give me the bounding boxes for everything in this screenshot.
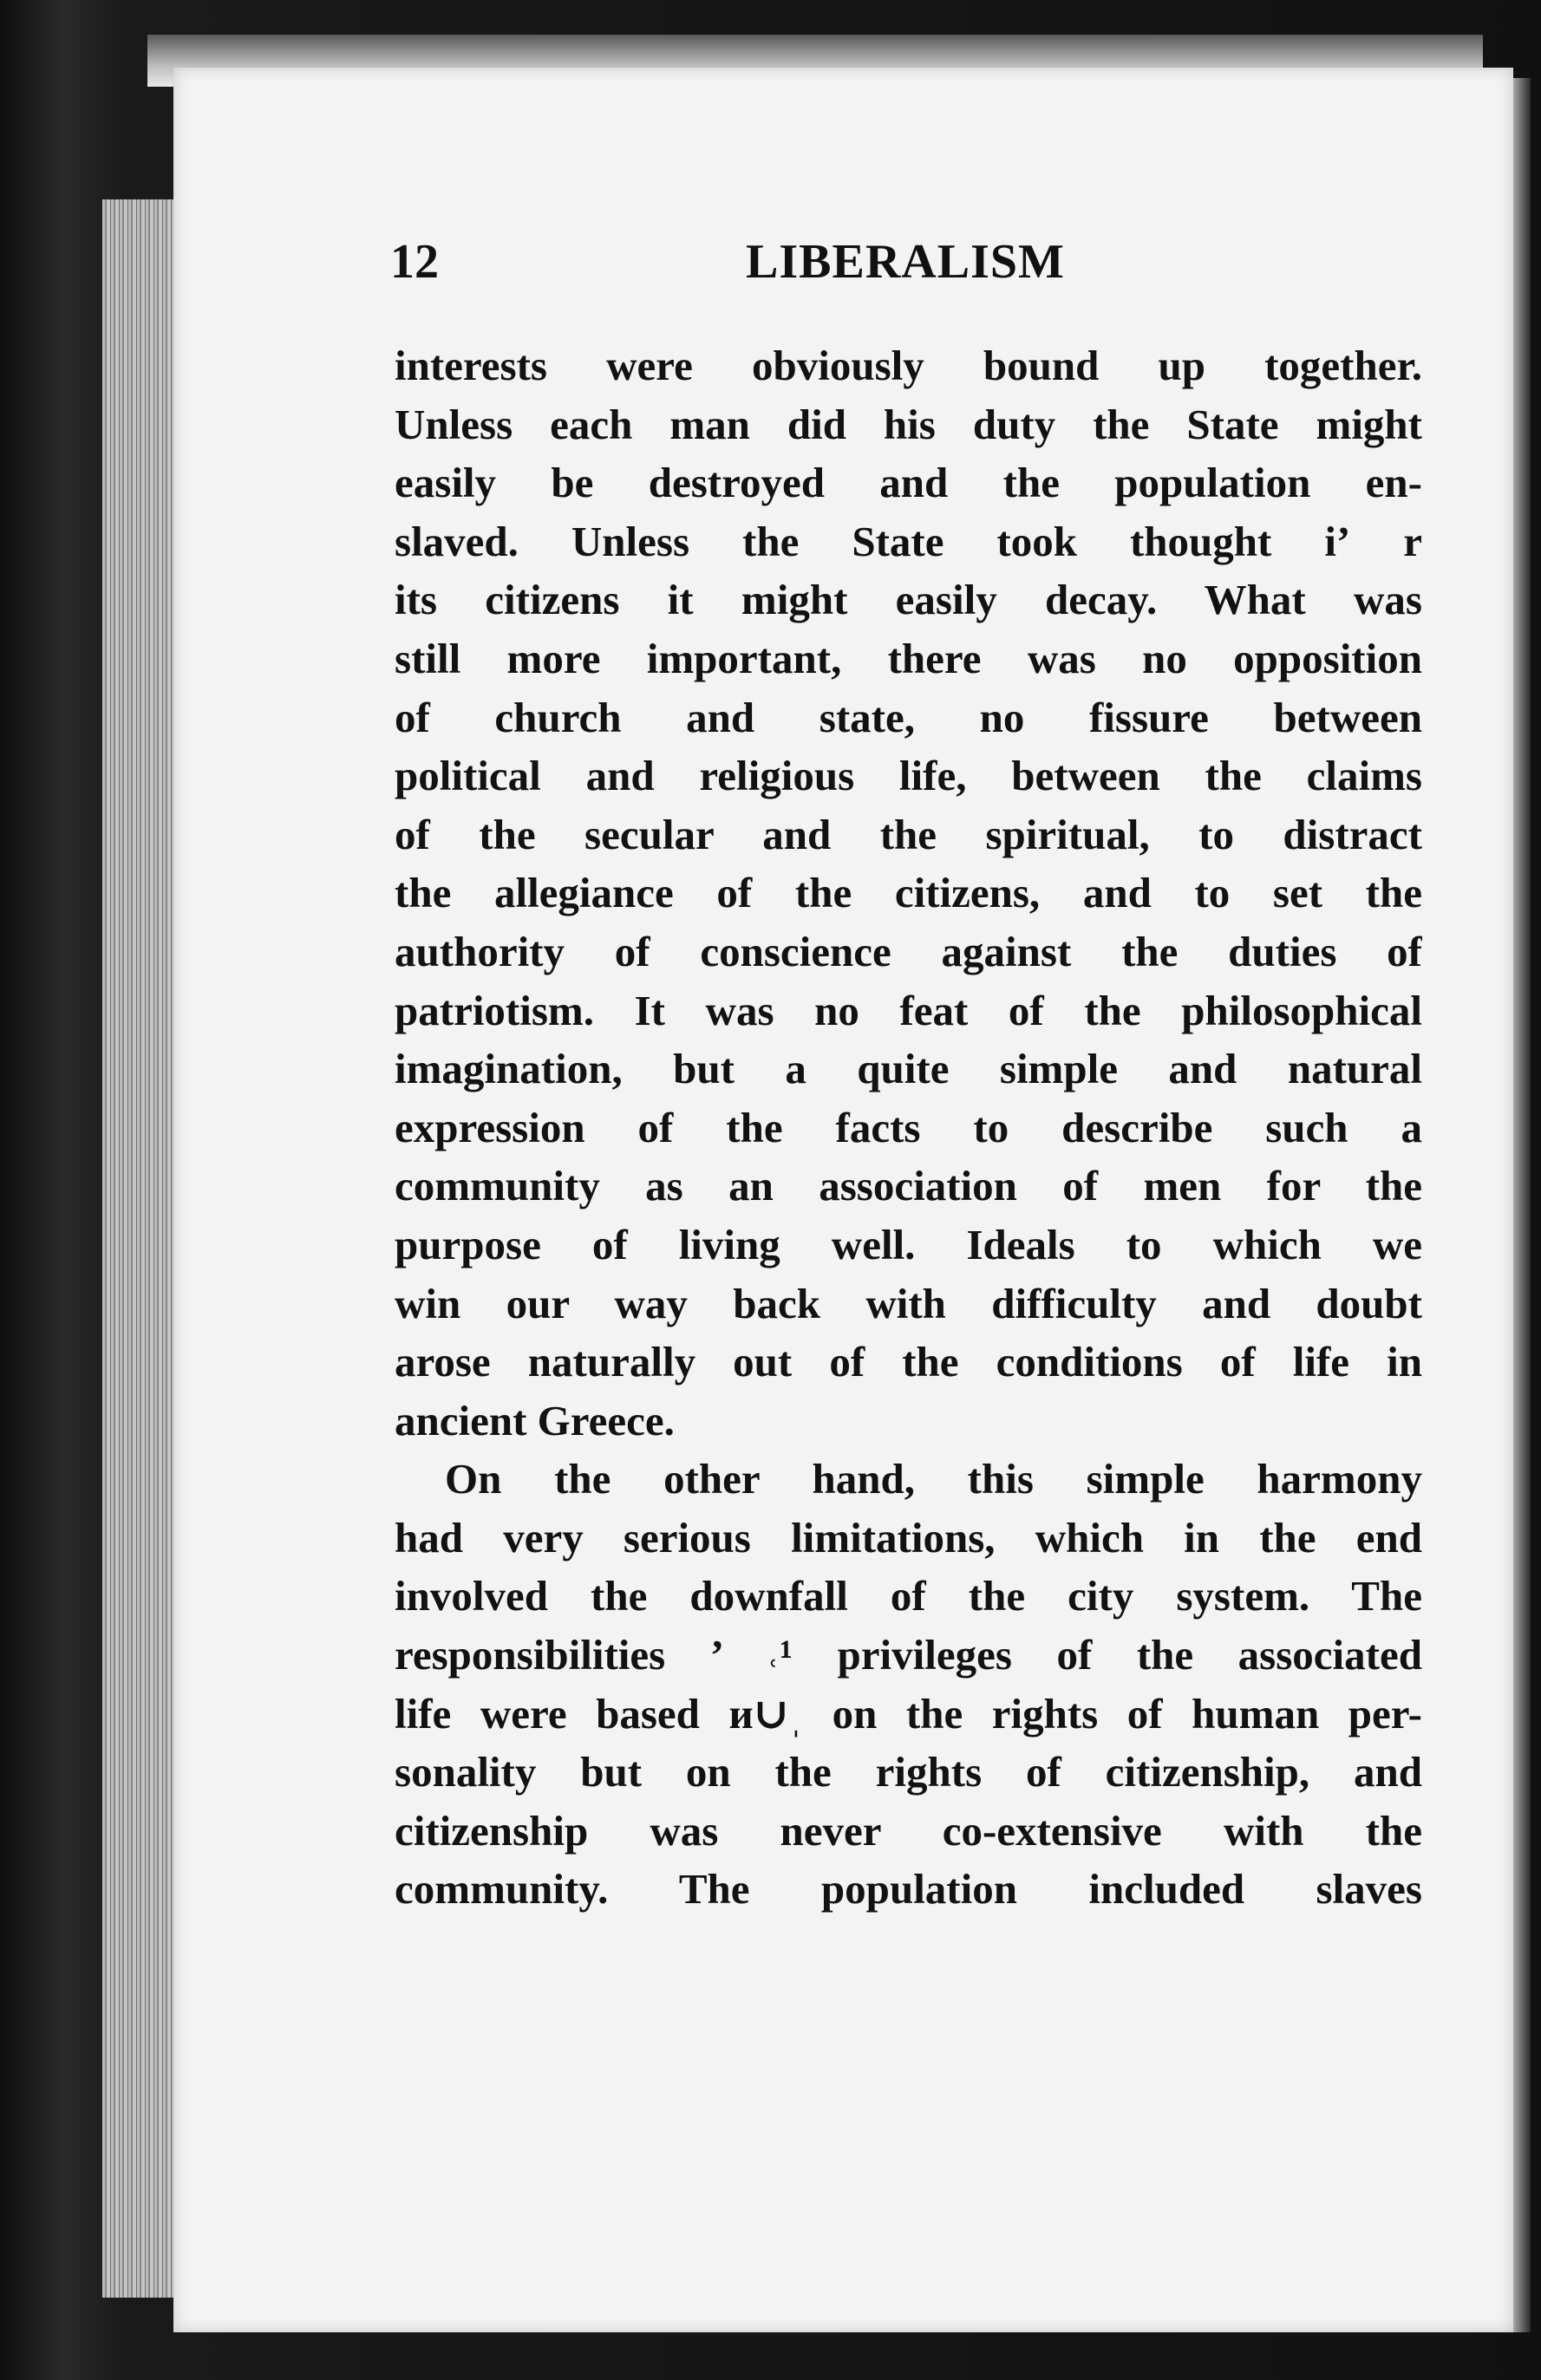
body-text bbox=[395, 336, 1422, 1919]
text-line: of church and state, no fissure between bbox=[395, 693, 1422, 741]
text-line: authority of conscience against the duties of bbox=[395, 927, 1422, 975]
text-line: had very serious limitations, which in the end bbox=[395, 1513, 1422, 1562]
text-line: slaved. Unless the State took thought iʼ r bbox=[395, 517, 1422, 565]
text-line: expression of the facts to describe such a bbox=[395, 1103, 1422, 1151]
book-title: LIBERALISM bbox=[746, 235, 1065, 289]
text-line: political and religious life, between the claims bbox=[395, 752, 1422, 800]
text-line: still more important, there was no opposition bbox=[395, 634, 1422, 682]
text-line: sonality but on the rights of citizenship, and bbox=[395, 1748, 1422, 1796]
text-line: imagination, but a quite simple and natural bbox=[395, 1045, 1422, 1093]
page-number: 12 bbox=[390, 235, 439, 289]
running-head bbox=[390, 234, 1431, 295]
text-line: On the other hand, this simple harmony bbox=[445, 1455, 1422, 1503]
text-line: purpose of living well. Ideals to which we bbox=[395, 1220, 1422, 1268]
text-line: patriotism. It was no feat of the philosophical bbox=[395, 986, 1422, 1034]
text-line: easily be destroyed and the population en- bbox=[395, 459, 1422, 507]
text-line: interests were obviously bound up together. bbox=[395, 342, 1422, 389]
text-line: responsibilities ’ ˓¹ privileges of the associated bbox=[395, 1631, 1422, 1679]
text-line: win our way back with difficulty and doubt bbox=[395, 1279, 1422, 1327]
text-line: Unless each man did his duty the State might bbox=[395, 400, 1422, 448]
text-line: the allegiance of the citizens, and to set the bbox=[395, 869, 1422, 917]
text-line: community as an association of men for the bbox=[395, 1162, 1422, 1210]
text-line: ancient Greece. bbox=[395, 1396, 675, 1444]
text-line: life were based и∪ˌ on the rights of human per- bbox=[395, 1689, 1422, 1738]
text-line: arose naturally out of the conditions of life in bbox=[395, 1338, 1422, 1386]
text-line: involved the downfall of the city system. The bbox=[395, 1572, 1422, 1620]
text-line: its citizens it might easily decay. What was bbox=[395, 576, 1422, 624]
text-line: of the secular and the spiritual, to distract bbox=[395, 810, 1422, 858]
text-line: community. The population included slaves bbox=[395, 1865, 1422, 1914]
text-line: citizenship was never co-extensive with the bbox=[395, 1806, 1422, 1855]
